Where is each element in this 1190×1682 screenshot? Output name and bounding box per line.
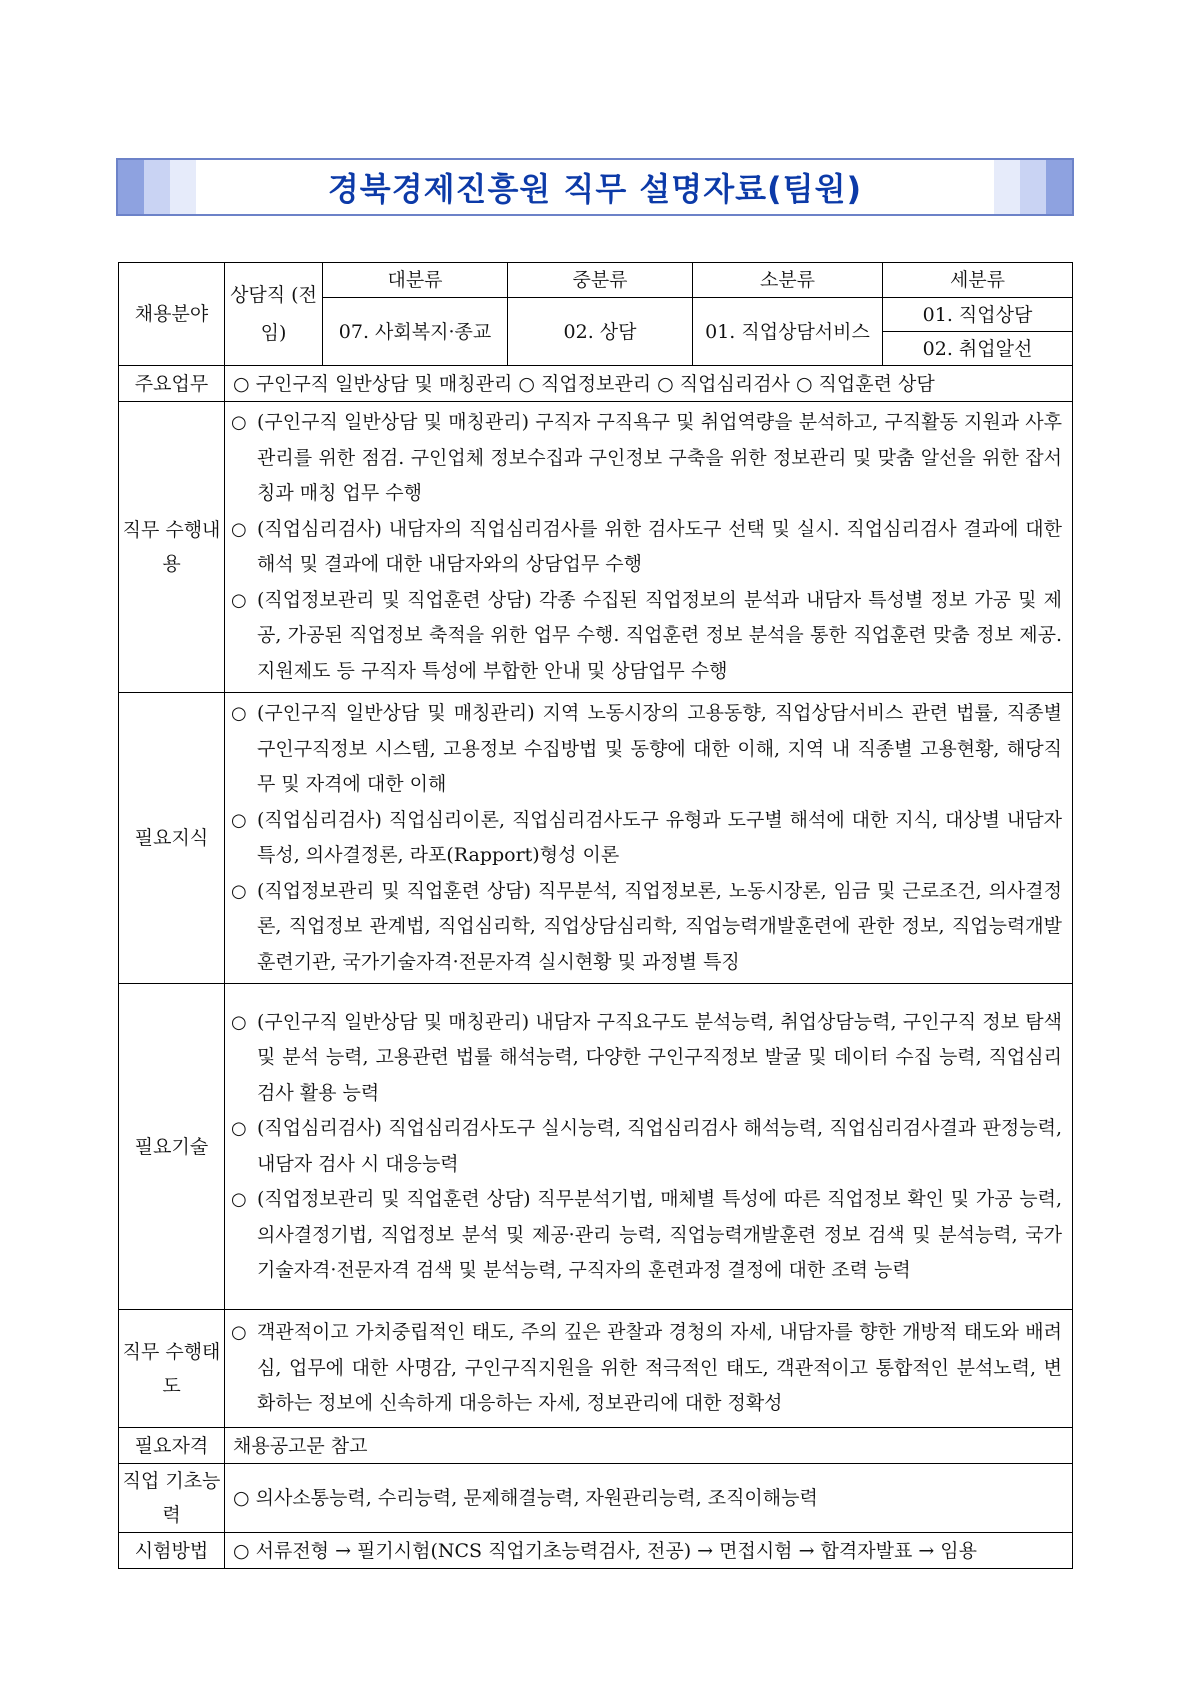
attitude-cell bbox=[225, 1310, 1073, 1428]
circle-bullet-icon: ○ bbox=[231, 1189, 247, 1210]
skills-cell bbox=[225, 984, 1073, 1310]
label-knowledge: 필요지식 bbox=[119, 693, 225, 984]
job-content-item: ○ (직업정보관리 및 직업훈련 상담) 각종 수집된 직업정보의 분석과 내담자 특성별 정보 가공 및 제공, 가공된 직업정보 축적을 위한 업무 수행. 직업훈련 정보 분석을 통한 직업훈련 맞춤 정보 제공. 지원제도 등 구직자 특성에 부합한 안내 및 상담업무 수행 bbox=[231, 583, 1062, 690]
attitude-item: ○ 객관적이고 가치중립적인 태도, 주의 깊은 관찰과 경청의 자세, 내담자를 향한 개방적 태도와 배려심, 업무에 대한 사명감, 구인구직지원을 위한 적극적인 태도, 객관적이고 통합적인 분석노력, 변화하는 정보에 신속하게 대응하는 자세, 정보관리에 대한 정확성 bbox=[231, 1315, 1062, 1422]
circle-bullet-icon: ○ bbox=[231, 412, 247, 433]
page-title: 경북경제진흥원 직무 설명자료(팀원) bbox=[327, 170, 863, 208]
middle-value: 02. 상담 bbox=[508, 298, 693, 366]
label-main-duties: 주요업무 bbox=[119, 366, 225, 402]
header-minor: 소분류 bbox=[693, 263, 883, 298]
label-recruit-field: 채용분야 bbox=[119, 263, 225, 366]
circle-bullet-icon: ○ bbox=[231, 1322, 247, 1344]
label-basic-ability: 직업 기초능력 bbox=[119, 1464, 225, 1533]
circle-bullet-icon: ○ bbox=[231, 703, 247, 724]
major-value: 07. 사회복지·종교 bbox=[323, 298, 508, 366]
skills-item: ○ (직업심리검사) 직업심리검사도구 실시능력, 직업심리검사 해석능력, 직업심리검사결과 판정능력, 내담자 검사 시 대응능력 bbox=[231, 1111, 1062, 1182]
exam-method-value: ○ 서류전형 → 필기시험(NCS 직업기초능력검사, 전공) → 면접시험 → 합격자발표 → 임용 bbox=[225, 1533, 1073, 1569]
job-content-item: ○ (구인구직 일반상담 및 매칭관리) 구직자 구직욕구 및 취업역량을 분석하고, 구직활동 지원과 사후관리를 위한 점검. 구인업체 정보수집과 구인정보 구축을 위한 정보관리 및 맞춤 알선을 위한 잡서칭과 매칭 업무 수행 bbox=[231, 405, 1062, 512]
circle-bullet-icon: ○ bbox=[231, 1118, 247, 1139]
detail-value-2: 02. 취업알선 bbox=[883, 332, 1073, 366]
detail-value-1: 01. 직업상담 bbox=[883, 298, 1073, 332]
position-cell: 상담직 (전임) bbox=[225, 263, 323, 366]
label-skills: 필요기술 bbox=[119, 984, 225, 1310]
job-content-item: ○ (직업심리검사) 내담자의 직업심리검사를 위한 검사도구 선택 및 실시. 직업심리검사 결과에 대한 해석 및 결과에 대한 내담자와의 상담업무 수행 bbox=[231, 512, 1062, 583]
knowledge-item: ○ (직업정보관리 및 직업훈련 상담) 직무분석, 직업정보론, 노동시장론, 임금 및 근로조건, 의사결정론, 직업정보 관계법, 직업심리학, 직업상담심리학, 직업능력개발훈련에 관한 정보, 직업능력개발훈련기관, 국가기술자격·전문자격 실시현황 및 과정별 특징 bbox=[231, 874, 1062, 981]
minor-value: 01. 직업상담서비스 bbox=[693, 298, 883, 366]
label-exam-method: 시험방법 bbox=[119, 1533, 225, 1569]
header-major: 대분류 bbox=[323, 263, 508, 298]
circle-bullet-icon: ○ bbox=[231, 1011, 247, 1033]
knowledge-cell bbox=[225, 693, 1073, 984]
circle-bullet-icon: ○ bbox=[231, 880, 247, 902]
circle-bullet-icon: ○ bbox=[231, 589, 247, 611]
job-description-table bbox=[118, 262, 1073, 1569]
label-attitude: 직무 수행태도 bbox=[119, 1310, 225, 1428]
basic-ability-value: ○ 의사소통능력, 수리능력, 문제해결능력, 자원관리능력, 조직이해능력 bbox=[225, 1464, 1073, 1533]
header-middle: 중분류 bbox=[508, 263, 693, 298]
header-detail: 세분류 bbox=[883, 263, 1073, 298]
title-banner bbox=[116, 158, 1074, 216]
label-job-content: 직무 수행내용 bbox=[119, 402, 225, 693]
qualification-value: 채용공고문 참고 bbox=[225, 1428, 1073, 1464]
circle-bullet-icon: ○ bbox=[231, 809, 247, 831]
label-qualification: 필요자격 bbox=[119, 1428, 225, 1464]
job-content-cell bbox=[225, 402, 1073, 693]
skills-item: ○ (직업정보관리 및 직업훈련 상담) 직무분석기법, 매체별 특성에 따른 직업정보 확인 및 가공 능력, 의사결정기법, 직업정보 분석 및 제공·관리 능력, 직업능력개발훈련 정보 검색 및 분석능력, 국가기술자격·전문자격 검색 및 분석능력, 구직자의 훈련과정 결정에 대한 조력 능력 bbox=[231, 1182, 1062, 1289]
main-duties-value: ○ 구인구직 일반상담 및 매칭관리 ○ 직업정보관리 ○ 직업심리검사 ○ 직업훈련 상담 bbox=[225, 366, 1073, 402]
knowledge-item: ○ (구인구직 일반상담 및 매칭관리) 지역 노동시장의 고용동향, 직업상담서비스 관련 법률, 직종별 구인구직정보 시스템, 고용정보 수집방법 및 동향에 대한 이해, 지역 내 직종별 고용현황, 해당직무 및 자격에 대한 이해 bbox=[231, 696, 1062, 803]
circle-bullet-icon: ○ bbox=[231, 518, 247, 540]
skills-item: ○ (구인구직 일반상담 및 매칭관리) 내담자 구직요구도 분석능력, 취업상담능력, 구인구직 정보 탐색 및 분석 능력, 고용관련 법률 해석능력, 다양한 구인구직정보 발굴 및 데이터 수집 능력, 직업심리검사 활용 능력 bbox=[231, 1005, 1062, 1112]
knowledge-item: ○ (직업심리검사) 직업심리이론, 직업심리검사도구 유형과 도구별 해석에 대한 지식, 대상별 내담자 특성, 의사결정론, 라포(Rapport)형성 이론 bbox=[231, 803, 1062, 874]
